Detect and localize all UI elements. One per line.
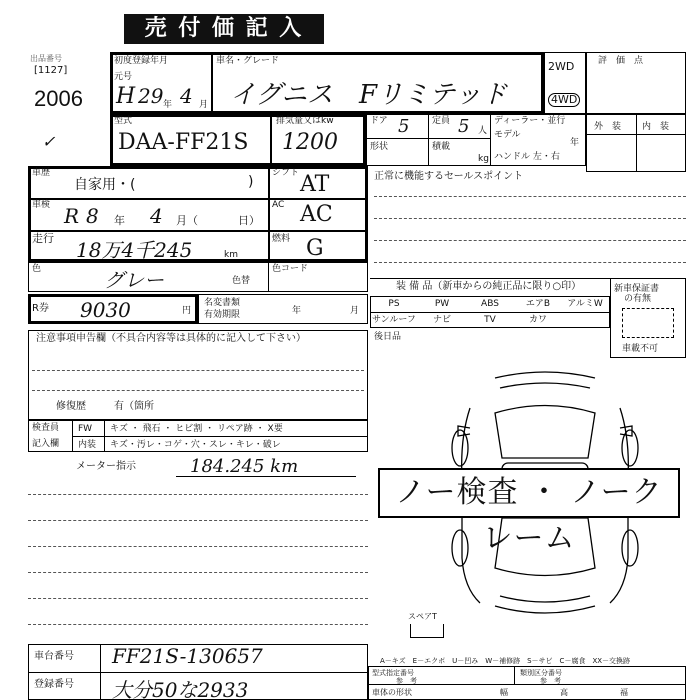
shaken-month-unit: 月（ <box>176 214 198 227</box>
loading-unit: kg <box>478 154 489 164</box>
model-year-label: モデル <box>494 130 521 140</box>
spare-box <box>410 624 444 638</box>
check-mark: ✓ <box>42 132 56 151</box>
car-name-label: 車名・グレード <box>216 56 280 66</box>
rating-label: 評 価 点 <box>598 56 644 66</box>
equip-pw: PW <box>434 299 450 309</box>
equip-sunroof: サンルーフ <box>372 315 416 325</box>
equip-ps: PS <box>388 299 400 309</box>
sales-line <box>374 196 686 197</box>
equip-tv: TV <box>484 315 496 325</box>
footer-label-height: 高 <box>560 688 568 697</box>
plate-label: 登録番号 <box>34 679 74 690</box>
divider <box>268 166 270 262</box>
usage-close: ) <box>248 174 254 190</box>
doc-label-2: 有効期限 <box>204 310 241 320</box>
displacement-label: 排気量又はkw <box>276 116 334 126</box>
registration-month: 4 <box>180 84 193 108</box>
footer-label-width: 幅 <box>500 688 508 697</box>
lot-small-number: [1127] <box>34 65 68 76</box>
usage-value: 自家用・( <box>74 177 136 193</box>
repair-label: 修復歴 <box>56 401 86 412</box>
fw-label: FW <box>78 424 93 434</box>
usage-label: 車歴 <box>32 168 51 178</box>
sales-line <box>374 262 686 263</box>
recycle-label: R券 <box>32 303 49 314</box>
plate-number: 大分50な2933 <box>112 678 249 700</box>
door-label: ドア <box>370 116 388 126</box>
interior-label: 内 装 <box>642 122 670 132</box>
divider <box>270 116 272 164</box>
color-value: グレー <box>104 268 164 292</box>
ac-label: AC <box>272 200 285 210</box>
color-change-label: 色替 <box>232 276 251 286</box>
shaken-label: 車検 <box>32 200 51 210</box>
warranty-status: 車載不可 <box>622 344 659 354</box>
divider <box>370 312 610 313</box>
color-box <box>28 262 368 292</box>
rear-items-label: 後日品 <box>374 332 402 342</box>
divider <box>28 198 368 200</box>
notes-line <box>32 390 364 391</box>
ac-value: AC <box>300 202 333 227</box>
equip-navi: ナビ <box>432 315 451 325</box>
color-label: 色 <box>32 264 42 274</box>
divider <box>72 436 368 437</box>
meter-value: 184.245 km <box>190 456 299 477</box>
warranty-label-1: 新車保証書 <box>614 284 660 294</box>
registration-month-unit: 月 <box>199 100 209 110</box>
blank-line <box>28 546 368 547</box>
footer-label-shape: 車体の形状 <box>372 688 412 697</box>
chassis-label: 車台番号 <box>34 651 74 662</box>
chassis-number: FF21S-130657 <box>112 644 263 668</box>
blank-line <box>28 572 368 573</box>
meter-underline <box>176 476 356 477</box>
dealer-label: ディーラー・並行 <box>494 116 566 126</box>
registration-year: 29 <box>138 84 164 108</box>
registration-era: H <box>116 84 136 109</box>
designation-label: 型式指定番号 <box>372 669 414 677</box>
doors: 5 <box>398 116 410 137</box>
inspection-label-2: 記入欄 <box>32 439 60 449</box>
shift-label: シフト <box>272 168 300 178</box>
lot-small-label: 出品番号 <box>30 54 62 63</box>
divider <box>366 138 490 139</box>
car-model: DAA-FF21S <box>118 130 249 155</box>
mileage-value: 18万4千245 <box>76 238 193 262</box>
shaken-year-unit: 年 <box>114 214 125 227</box>
repair-value: 有（箇所 <box>114 401 154 412</box>
fw-text: キズ ・ 飛石 ・ ヒビ割 ・ リペア跡 ・ X要 <box>110 424 283 434</box>
divider <box>100 644 101 700</box>
divider <box>370 278 610 279</box>
shaken-month: 4 <box>150 204 163 228</box>
exterior-label: 外 装 <box>594 122 622 132</box>
capacity-unit: 人 <box>478 126 488 136</box>
equip-airbag: エアB <box>525 299 551 309</box>
divider <box>268 262 269 292</box>
designation-ref: 参 考 <box>396 677 417 685</box>
no-inspection-stamp: ノー検査 ・ ノークレーム <box>378 468 680 518</box>
meter-label: メーター指示 <box>76 461 136 472</box>
shaken-era: R <box>64 204 80 228</box>
recycle-unit: 円 <box>182 306 192 316</box>
divider <box>636 114 637 172</box>
mileage-unit: km <box>224 250 238 260</box>
shaken-year: 8 <box>86 204 99 228</box>
era-label: 元号 <box>114 72 133 82</box>
doc-label-1: 名変書類 <box>204 298 241 308</box>
divider <box>28 672 368 673</box>
sales-line <box>374 218 686 219</box>
inspection-label-1: 検査員 <box>32 423 60 433</box>
drive-4wd: 4WD <box>548 93 580 107</box>
blank-line <box>28 598 368 599</box>
displacement: 1200 <box>282 130 338 155</box>
capacity-label: 定員 <box>432 116 451 126</box>
fuel-value: G <box>306 236 324 261</box>
drive-2wd: 2WD <box>548 60 575 73</box>
form-title-banner: 売 付 価 記 入 <box>124 14 324 44</box>
doc-month-unit: 月 <box>350 306 360 316</box>
registration-year-unit: 年 <box>163 100 173 110</box>
shape-label: 形状 <box>370 142 389 152</box>
spare-label: スペアT <box>408 612 437 621</box>
registration-label: 初度登録年月 <box>114 56 169 66</box>
divider <box>514 666 515 684</box>
equip-abs: ABS <box>481 299 499 309</box>
model-year-unit: 年 <box>570 138 580 148</box>
sales-line <box>374 240 686 241</box>
handle-label: ハンドル 左・右 <box>494 152 560 162</box>
blank-line <box>28 520 368 521</box>
notes-line <box>32 370 364 371</box>
equipment-label: 装 備 品（新車からの純正品に限り○印） <box>396 281 582 292</box>
divider <box>28 230 368 232</box>
interior-inspection-text: キズ・汚レ・コゲ・穴・スレ・キレ・破レ <box>110 440 281 450</box>
blank-line <box>28 494 368 495</box>
shift-value: AT <box>300 172 330 197</box>
footer-label-misc: 福 <box>620 688 628 697</box>
model-label: 型式 <box>114 116 133 126</box>
equip-alloy: アルミW <box>567 299 603 309</box>
recycle-value: 9030 <box>80 298 131 322</box>
capacity: 5 <box>458 116 470 137</box>
blank-line <box>28 624 368 625</box>
loading-label: 積載 <box>432 142 451 152</box>
divider <box>428 114 429 166</box>
divider <box>211 54 213 112</box>
color-code-label: 色コード <box>272 264 309 274</box>
fuel-label: 燃料 <box>272 234 291 244</box>
damage-legend: A－キズ E－エクボ U－凹み W－補修跡 S－サビ C－腐食 XX－交換跡 <box>380 657 631 665</box>
lot-number: 2006 <box>34 86 83 111</box>
warranty-label-2: の有無 <box>624 294 652 304</box>
car-name: イグニス Fリミテッド <box>230 80 508 110</box>
warranty-bracket <box>622 308 674 338</box>
divider <box>586 134 686 135</box>
notes-label: 注意事項申告欄（不具合内容等は具体的に記入して下さい） <box>36 333 306 344</box>
category-ref: 参 考 <box>540 677 561 685</box>
doc-year-unit: 年 <box>292 306 302 316</box>
mileage-label: 走行 <box>32 232 54 245</box>
interior-inspection-label: 内装 <box>78 440 97 450</box>
shaken-day-unit: 日） <box>238 214 260 227</box>
category-label: 類別区分番号 <box>520 669 562 677</box>
equip-leather: カワ <box>528 315 547 325</box>
divider <box>490 114 491 166</box>
sales-point-label: 正常に機能するセールスポイント <box>374 171 524 182</box>
